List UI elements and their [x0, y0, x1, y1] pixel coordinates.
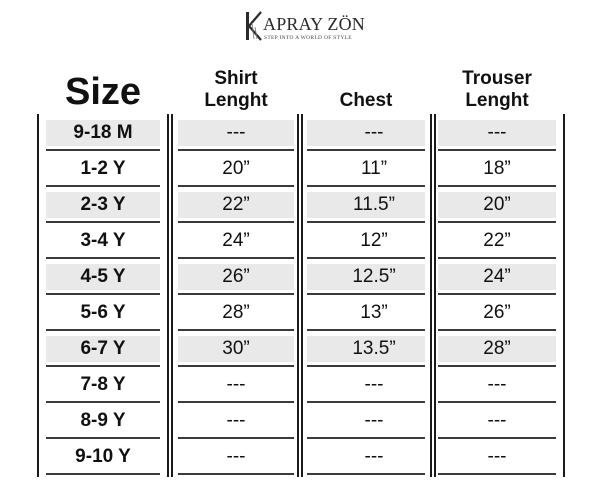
trouser-header-line-2: Lenght: [465, 90, 529, 111]
trouser-length-cell: ---: [487, 410, 507, 431]
chest-cell: 13.5”: [352, 338, 396, 359]
brand-tagline: STEP INTO A WORLD OF STYLE: [264, 35, 352, 41]
trouser-length-cell: ---: [487, 374, 507, 395]
trouser-length-cell: 26”: [483, 302, 511, 323]
size-cell: 7-8 Y: [80, 374, 126, 395]
size-cell: 5-6 Y: [80, 302, 126, 323]
size-cell: 4-5 Y: [80, 266, 126, 287]
shirt-header-line-1: Shirt: [214, 68, 258, 89]
trouser-length-cell: ---: [487, 122, 507, 143]
column-divider: [37, 114, 39, 477]
shirt-length-cell: 20”: [222, 158, 250, 179]
chest-cell: ---: [364, 374, 384, 395]
size-cell: 8-9 Y: [80, 410, 126, 431]
trouser-length-cell: 20”: [483, 194, 511, 215]
shirt-length-cell: 22”: [222, 194, 250, 215]
column-divider: [167, 114, 169, 477]
shirt-length-cell: 28”: [222, 302, 250, 323]
chest-cell: 12”: [360, 230, 388, 251]
column-divider: [171, 114, 173, 477]
chest-cell: 12.5”: [352, 266, 396, 287]
trouser-length-cell: 28”: [483, 338, 511, 359]
size-cell: 6-7 Y: [80, 338, 126, 359]
size-column-header: Size: [64, 71, 142, 113]
shirt-length-cell: ---: [226, 446, 246, 467]
chest-header-line-1: Chest: [339, 90, 393, 111]
shirt-length-cell: 30”: [222, 338, 250, 359]
chest-cell: 11.5”: [353, 194, 395, 215]
size-cell: 9-10 Y: [75, 446, 131, 467]
size-cell: 3-4 Y: [80, 230, 126, 251]
trouser-length-column-header: [438, 68, 556, 112]
column-divider: [563, 114, 565, 477]
column-divider: [297, 114, 299, 477]
trouser-length-cell: ---: [487, 446, 507, 467]
chest-cell: ---: [364, 122, 384, 143]
trouser-length-cell: 24”: [483, 266, 511, 287]
size-cell: 1-2 Y: [80, 158, 126, 179]
trouser-header-line-1: Trouser: [462, 68, 532, 89]
chest-cell: ---: [364, 446, 384, 467]
column-divider: [434, 114, 436, 477]
size-cell: 2-3 Y: [80, 194, 126, 215]
trouser-length-cell: 18”: [483, 158, 511, 179]
trouser-length-cell: 22”: [483, 230, 511, 251]
brand-name: APRAY ZÖN: [263, 14, 365, 34]
shirt-length-cell: 24”: [222, 230, 250, 251]
shirt-length-column-header: [178, 68, 294, 112]
chest-cell: 13”: [360, 302, 388, 323]
brand-k-monogram-icon: [245, 11, 263, 41]
column-divider: [301, 114, 303, 477]
shirt-length-cell: ---: [226, 374, 246, 395]
chest-column-header: [307, 90, 425, 112]
shirt-length-cell: ---: [226, 122, 246, 143]
shirt-length-cell: ---: [226, 410, 246, 431]
brand-logo: [245, 11, 365, 45]
chest-cell: ---: [364, 410, 384, 431]
chest-cell: 11”: [360, 158, 388, 179]
shirt-length-cell: 26”: [222, 266, 250, 287]
size-cell: 9-18 M: [73, 122, 133, 143]
shirt-header-line-2: Lenght: [204, 90, 268, 111]
